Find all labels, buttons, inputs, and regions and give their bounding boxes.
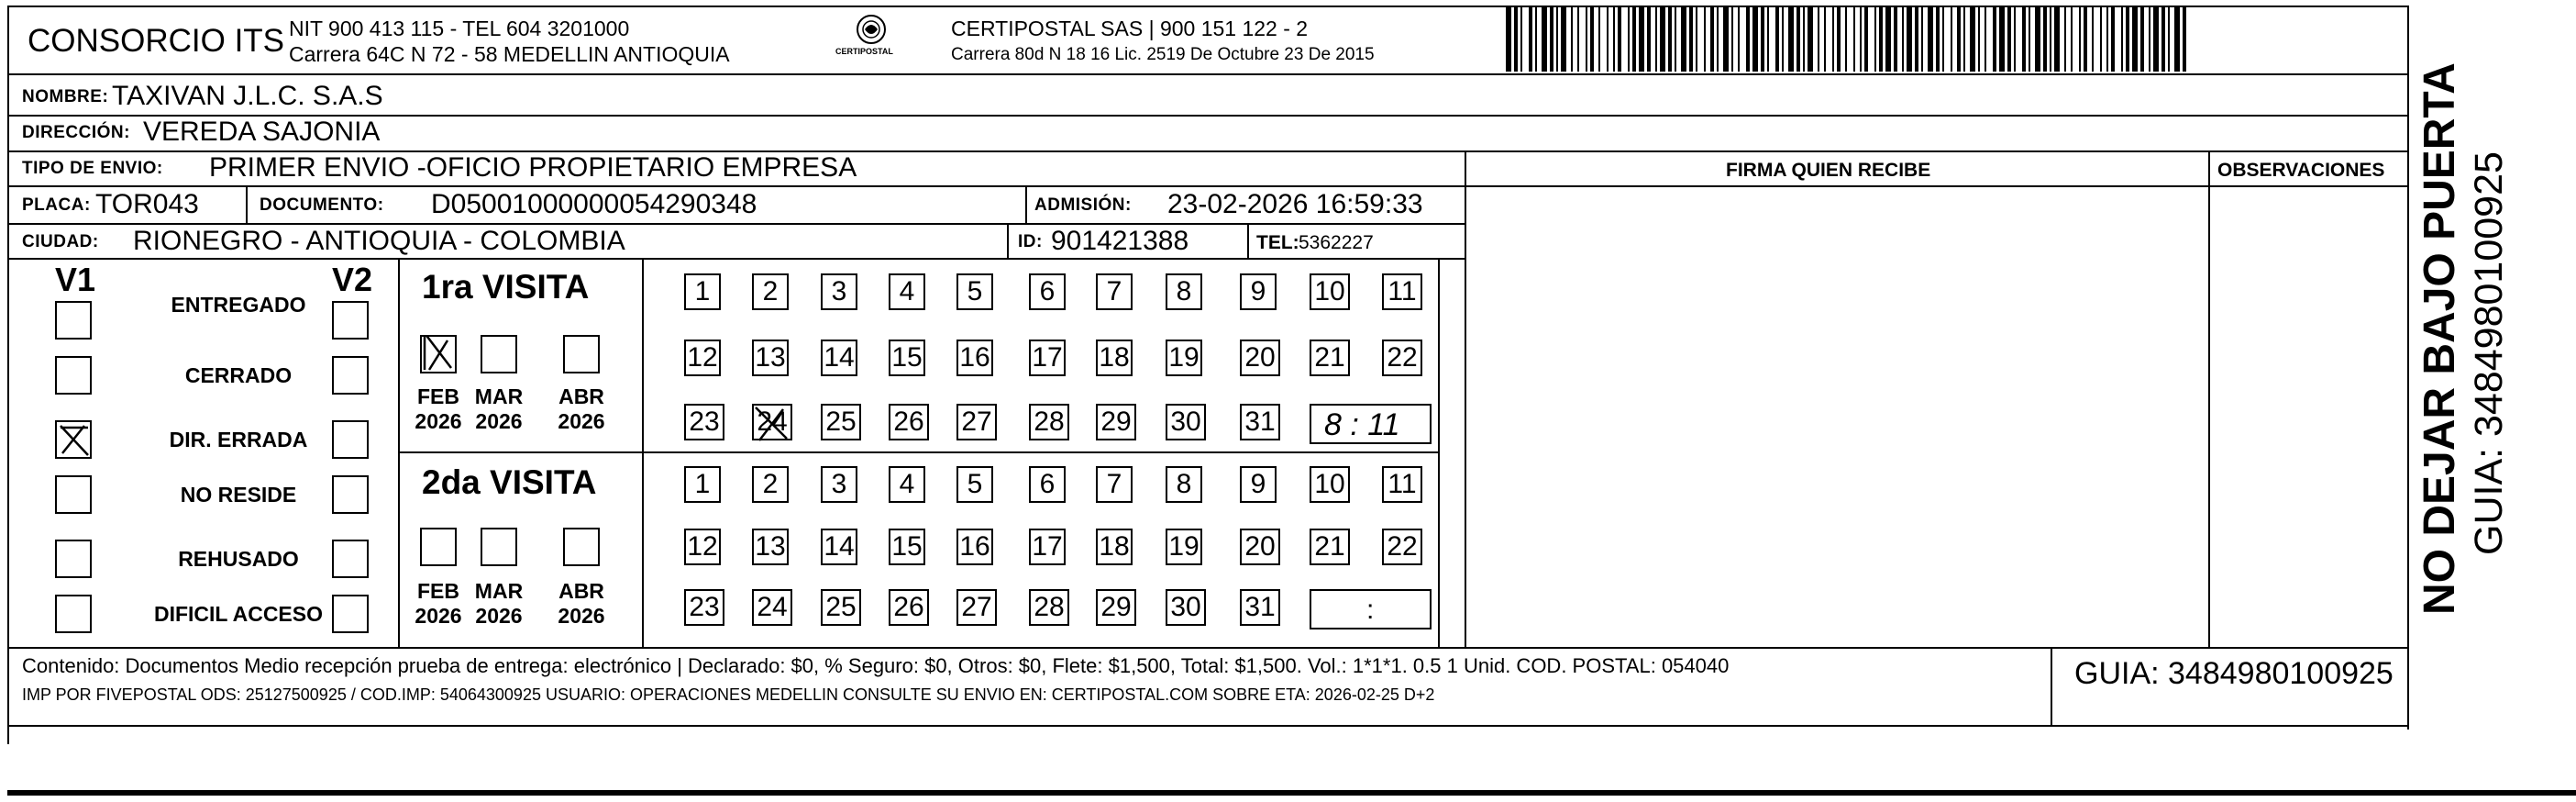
visit1-time-box[interactable] [1310, 404, 1432, 444]
direccion-label: DIRECCIÓN: [22, 123, 130, 142]
visit2-day-box[interactable]: 5 [956, 466, 993, 503]
visit1-day-box[interactable]: 11 [1382, 273, 1422, 310]
admision-label: ADMISIÓN: [1034, 195, 1132, 215]
visit2-year-label: 2026 [475, 604, 523, 628]
ciudad-label: CIUDAD: [22, 232, 99, 251]
visit2-day-box[interactable]: 3 [821, 466, 857, 503]
side-guia: GUIA: 3484980100925 [2467, 151, 2511, 555]
visit1-day-box[interactable]: 2 [752, 273, 789, 310]
ciudad-value: RIONEGRO - ANTIOQUIA - COLOMBIA [133, 226, 625, 256]
visit1-day-box[interactable]: 13 [752, 340, 789, 376]
status-label: CERRADO [184, 363, 293, 387]
visit2-day-box[interactable]: 20 [1240, 529, 1280, 565]
visit2-title: 2da VISITA [422, 463, 597, 501]
visit2-day-box[interactable]: 6 [1029, 466, 1066, 503]
visit1-day-box[interactable]: 27 [956, 404, 997, 440]
visit1-day-box[interactable]: 15 [889, 340, 925, 376]
visit2-month-label: MAR [474, 579, 524, 603]
visit1-day-box[interactable]: 30 [1166, 404, 1206, 440]
visit1-day-box[interactable]: 25 [821, 404, 861, 440]
visit1-month-label: MAR [474, 384, 524, 408]
id-value: 901421388 [1051, 226, 1189, 256]
visit2-day-box[interactable]: 17 [1029, 529, 1066, 565]
nombre-label: NOMBRE: [22, 87, 109, 106]
visit2-month-checkbox[interactable] [481, 528, 517, 566]
visit1-day-box[interactable]: 24 [752, 404, 792, 440]
visit1-title: 1ra VISITA [422, 268, 590, 306]
documento-value: D05001000000054290348 [431, 189, 757, 219]
visit2-day-box[interactable]: 30 [1166, 589, 1206, 626]
placa-label: PLACA: [22, 195, 91, 215]
visit1-day-box[interactable]: 5 [956, 273, 993, 310]
status-label: NO RESIDE [180, 483, 297, 507]
logo-text: CERTIPOSTAL [835, 47, 893, 56]
direccion-value: VEREDA SAJONIA [143, 117, 381, 147]
visit2-day-box[interactable]: 23 [684, 589, 724, 626]
visit1-month-checkbox[interactable] [420, 335, 457, 373]
imp-text: IMP POR FIVEPOSTAL ODS: 25127500925 / COD.IMP: 54064300925 USUARIO: OPERACIONES MEDELLIN CONSULTE SU ENVIO EN: CERTIPOSTAL.COM SOBRE ETA: 2026-02-25 D+2 [22, 685, 1435, 704]
v2-checkbox[interactable] [332, 475, 369, 514]
visit2-day-box[interactable]: 24 [752, 589, 792, 626]
visit2-time: : [1366, 595, 1375, 625]
visit1-year-label: 2026 [558, 409, 605, 433]
barcode [1504, 6, 2189, 72]
visit2-day-box[interactable]: 2 [752, 466, 789, 503]
v2-checkbox[interactable] [332, 595, 369, 633]
visit2-day-box[interactable]: 21 [1310, 529, 1350, 565]
visit1-day-box[interactable]: 31 [1240, 404, 1280, 440]
visit2-day-box[interactable]: 27 [956, 589, 997, 626]
visit1-day-box[interactable]: 21 [1310, 340, 1350, 376]
strike-mark-icon [752, 404, 792, 449]
visit2-day-box[interactable]: 22 [1382, 529, 1422, 565]
visit2-year-label: 2026 [558, 604, 605, 628]
id-label: ID: [1018, 232, 1043, 251]
visit1-day-box[interactable]: 18 [1096, 340, 1133, 376]
observaciones-label: OBSERVACIONES [2217, 160, 2385, 181]
visit2-day-box[interactable]: 14 [821, 529, 857, 565]
company-address: Carrera 64C N 72 - 58 MEDELLIN ANTIOQUIA [289, 42, 730, 66]
visit1-day-box[interactable]: 28 [1029, 404, 1069, 440]
visit1-year-label: 2026 [475, 409, 523, 433]
status-label: DIFICIL ACCESO [153, 602, 323, 626]
visit1-day-box[interactable]: 19 [1166, 340, 1202, 376]
visit2-day-box[interactable]: 4 [889, 466, 925, 503]
visit2-day-box[interactable]: 1 [684, 466, 721, 503]
company-name: CONSORCIO ITS [28, 23, 285, 59]
v2-checkbox[interactable] [332, 356, 369, 395]
tel-label: TEL: [1256, 232, 1299, 253]
visit1-day-box[interactable]: 29 [1096, 404, 1136, 440]
status-label: DIR. ERRADA [169, 428, 308, 451]
visit2-day-box[interactable]: 13 [752, 529, 789, 565]
visit1-day-box[interactable]: 16 [956, 340, 993, 376]
visit2-day-box[interactable]: 12 [684, 529, 721, 565]
visit1-month-label: ABR [558, 384, 604, 408]
visit1-day-box[interactable]: 1 [684, 273, 721, 310]
visit1-month-checkbox[interactable] [563, 335, 600, 373]
visit1-day-box[interactable]: 8 [1166, 273, 1202, 310]
certipostal-logo [830, 11, 912, 68]
check-mark-icon [422, 337, 455, 372]
footer-guia: GUIA: 3484980100925 [2074, 656, 2394, 691]
visit2-month-label: FEB [417, 579, 459, 603]
visit2-day-box[interactable]: 15 [889, 529, 925, 565]
visit1-day-box[interactable]: 7 [1096, 273, 1133, 310]
certipostal-company: CERTIPOSTAL SAS | 900 151 122 - 2 [951, 17, 1309, 40]
contenido-text: Contenido: Documentos Medio recepción prueba de entrega: electrónico | Declarado: $0, % Seguro: $0, Otros: $0, Flete: $1,500, Total: $1,500. Vol.: 1*1*1. 0.5 1 Unid. COD. POSTAL: 054040 [22, 654, 1730, 677]
visit1-day-box[interactable]: 4 [889, 273, 925, 310]
visit1-year-label: 2026 [415, 409, 462, 433]
v2-checkbox[interactable] [332, 301, 369, 340]
visit2-day-box[interactable]: 26 [889, 589, 929, 626]
certipostal-address: Carrera 80d N 18 16 Lic. 2519 De Octubre 23 De 2015 [951, 45, 1375, 64]
v2-checkbox[interactable] [332, 420, 369, 459]
visit2-day-box[interactable]: 11 [1382, 466, 1422, 503]
visit2-day-box[interactable]: 25 [821, 589, 861, 626]
visit2-day-box[interactable]: 31 [1240, 589, 1280, 626]
visit1-day-box[interactable]: 10 [1310, 273, 1350, 310]
visit2-day-box[interactable]: 18 [1096, 529, 1133, 565]
visit2-day-box[interactable]: 28 [1029, 589, 1069, 626]
visit2-day-box[interactable]: 10 [1310, 466, 1350, 503]
visit2-day-box[interactable]: 29 [1096, 589, 1136, 626]
visit2-day-box[interactable]: 16 [956, 529, 993, 565]
documento-label: DOCUMENTO: [260, 195, 384, 215]
visit1-day-box[interactable]: 14 [821, 340, 857, 376]
visit1-time: 8 : 11 [1324, 407, 1400, 442]
admision-value: 23-02-2026 16:59:33 [1167, 189, 1423, 219]
visit1-day-box[interactable]: 12 [684, 340, 721, 376]
firma-quien-recibe-label: FIRMA QUIEN RECIBE [1726, 160, 1931, 181]
tel-value: 5362227 [1299, 232, 1374, 253]
tipo-envio-label: TIPO DE ENVIO: [22, 159, 163, 178]
visit1-month-checkbox[interactable] [481, 335, 517, 373]
visit2-day-box[interactable]: 7 [1096, 466, 1133, 503]
visit2-month-label: ABR [558, 579, 604, 603]
status-label: ENTREGADO [171, 293, 306, 317]
bottom-edge [7, 790, 2576, 796]
visit2-day-box[interactable]: 8 [1166, 466, 1202, 503]
visit1-day-box[interactable]: 22 [1382, 340, 1422, 376]
visit1-month-label: FEB [417, 384, 459, 408]
no-dejar-bajo-puerta: NO DEJAR BAJO PUERTA [2416, 62, 2464, 615]
visit1-day-box[interactable]: 23 [684, 404, 724, 440]
visit1-day-box[interactable]: 6 [1029, 273, 1066, 310]
company-nit: NIT 900 413 115 - TEL 604 3201000 [289, 17, 630, 40]
visit1-day-box[interactable]: 20 [1240, 340, 1280, 376]
v1-label: V1 [55, 261, 96, 298]
placa-value: TOR043 [95, 189, 199, 219]
visit1-day-box[interactable]: 26 [889, 404, 929, 440]
visit2-month-checkbox[interactable] [563, 528, 600, 566]
tipo-envio-value: PRIMER ENVIO -OFICIO PROPIETARIO EMPRESA [209, 152, 857, 183]
visit1-day-box[interactable]: 17 [1029, 340, 1066, 376]
visit1-day-box[interactable]: 9 [1240, 273, 1277, 310]
visit2-time-box[interactable] [1310, 589, 1432, 629]
nombre-value: TAXIVAN J.L.C. S.A.S [112, 81, 383, 111]
v2-checkbox[interactable] [332, 540, 369, 578]
visit2-day-box[interactable]: 9 [1240, 466, 1277, 503]
visit1-day-box[interactable]: 3 [821, 273, 857, 310]
v2-label: V2 [332, 261, 373, 298]
visit2-year-label: 2026 [415, 604, 462, 628]
visit2-day-box[interactable]: 19 [1166, 529, 1202, 565]
status-label: REHUSADO [178, 547, 299, 571]
visit2-month-checkbox[interactable] [420, 528, 457, 566]
